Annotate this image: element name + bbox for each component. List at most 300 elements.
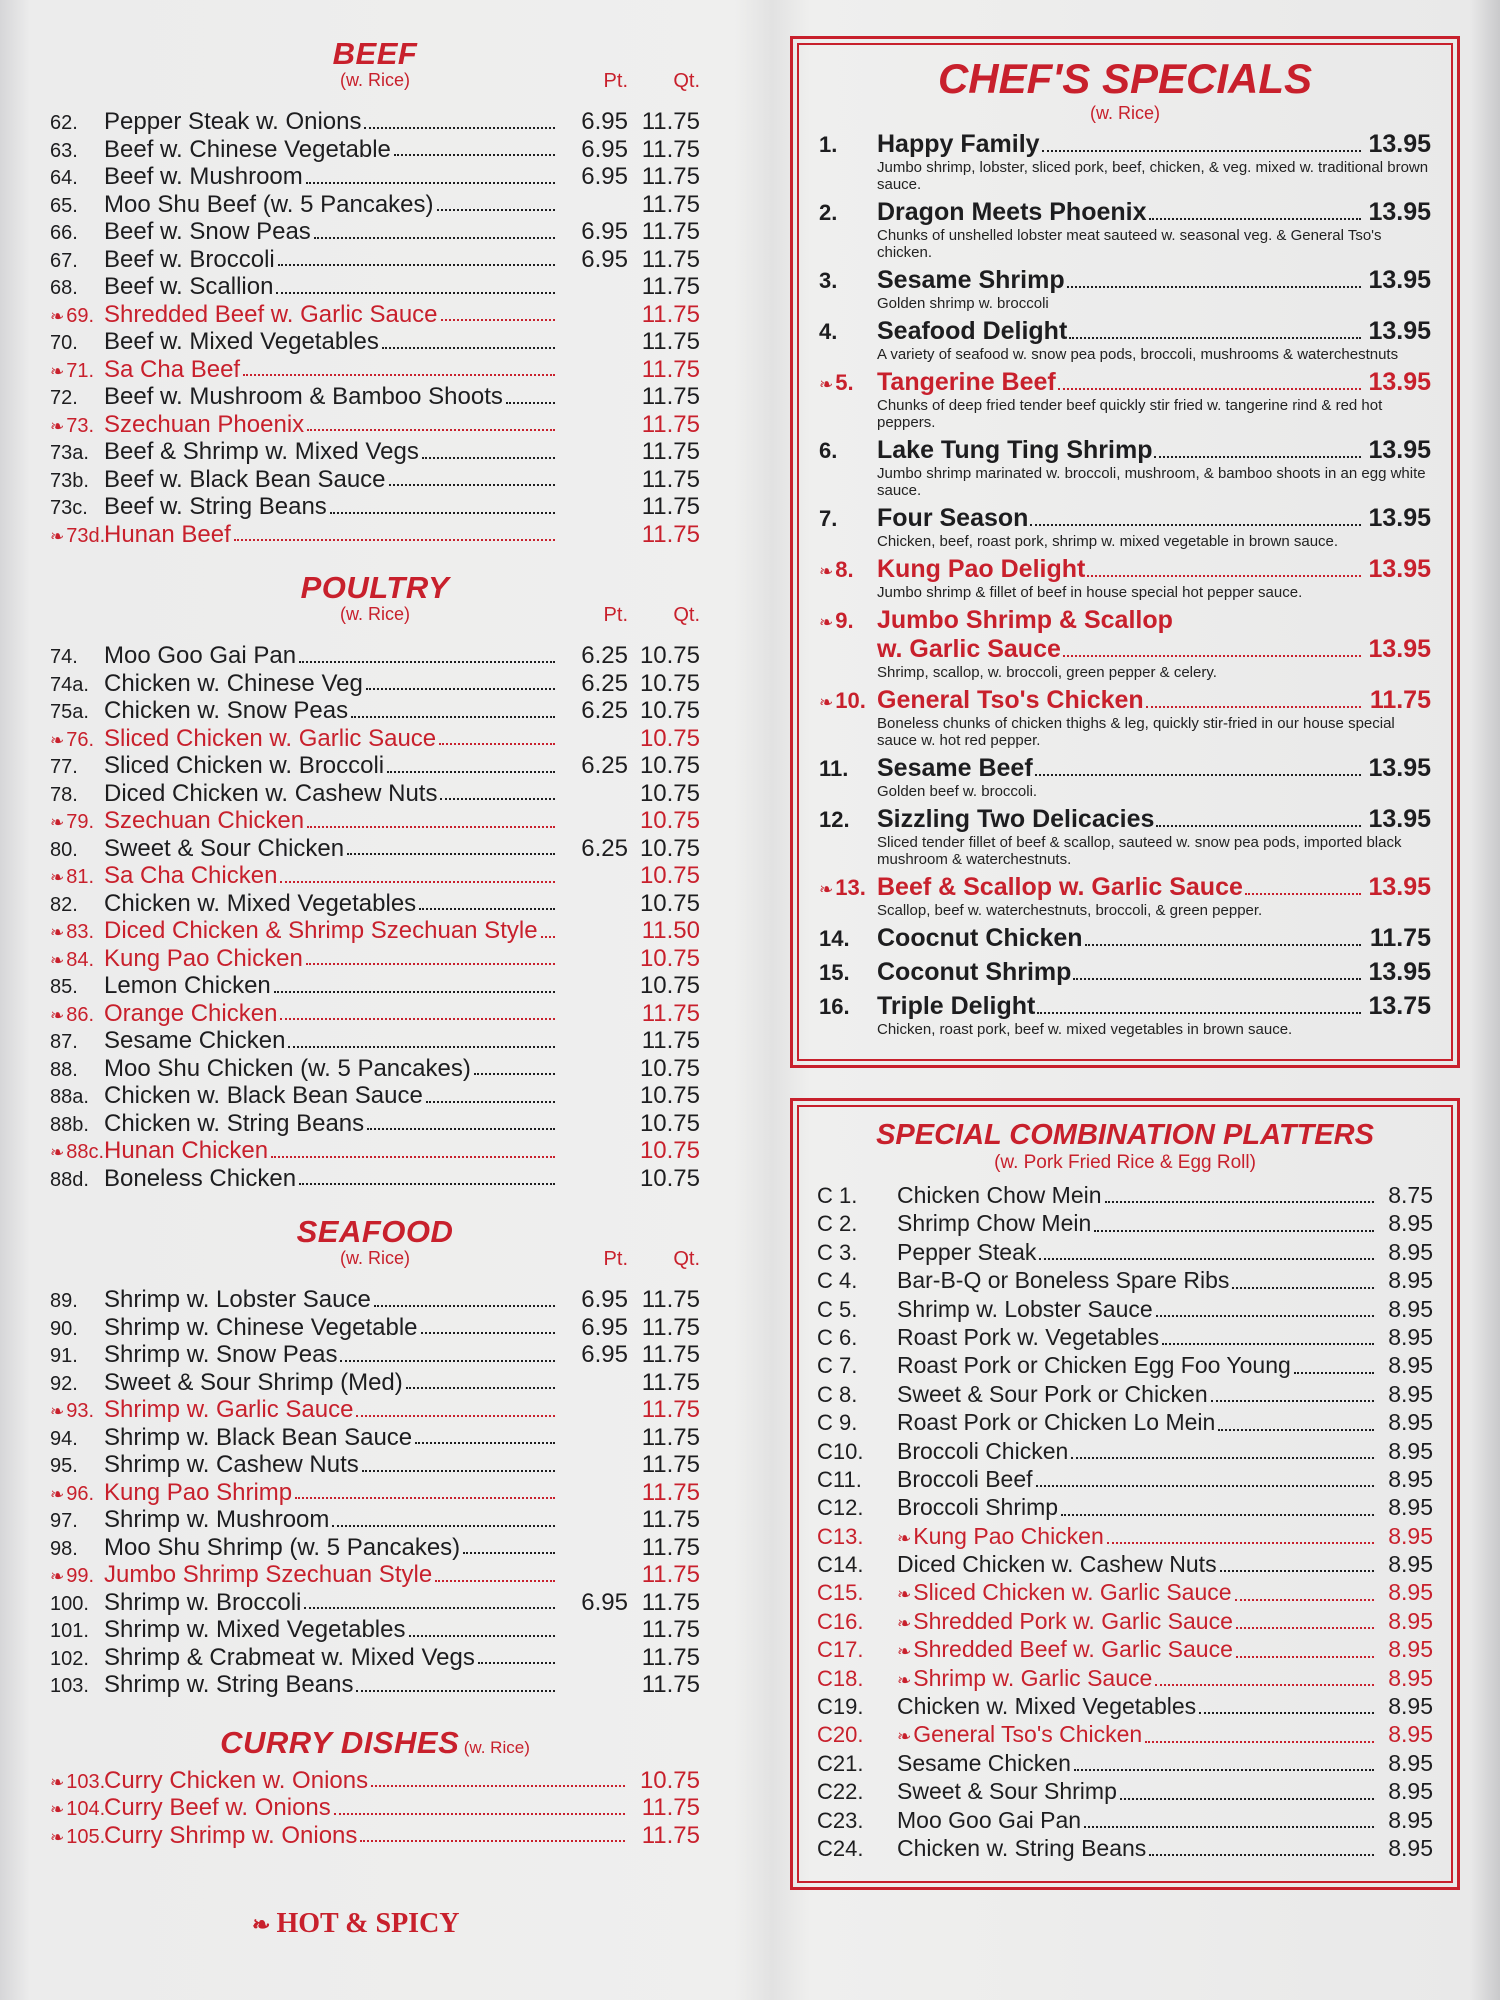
quart-price: 10.75 [639,1164,700,1192]
item-number: C19. [817,1694,864,1720]
item-price: 13.95 [1368,805,1431,833]
dot-leader [1035,774,1361,776]
menu-item [50,1794,700,1822]
dot-leader [415,1442,555,1444]
curry-section [50,1725,700,1850]
item-price: 8.95 [1388,1579,1433,1606]
dot-leader [1071,1457,1374,1459]
dot-leader [278,264,555,266]
item-name: Sesame Shrimp [877,266,1065,294]
menu-item [50,1165,700,1193]
quart-price: 11.75 [641,1561,700,1588]
dot-leader [1039,1258,1374,1260]
item-name: Sweet & Sour Pork or Chicken [897,1380,1208,1407]
item-number: C 1. [817,1183,858,1208]
item-description: Shrimp, scallop, w. broccoli, green pepper & celery. [877,664,1217,681]
item-number: 82. [50,893,78,916]
poultry-header [50,570,700,642]
chef-special-line-2 [877,635,1431,664]
item-name: Sliced Chicken w. Garlic Sauce [104,724,437,752]
item-number: C24. [817,1835,864,1861]
menu-item [50,136,700,164]
item-number: C11. [817,1466,862,1492]
menu-item [50,862,700,890]
quart-price: 10.75 [639,862,700,889]
menu-item [50,191,700,219]
item-name: Sweet & Sour Shrimp (Med) [104,1368,403,1396]
chef-special-item [819,958,1431,987]
dot-leader [1156,825,1361,827]
size-headers [556,604,700,627]
menu-item [50,917,700,945]
item-name: Pepper Steak w. Onions [104,108,362,135]
item-price: 13.95 [1368,635,1431,663]
item-price: 13.95 [1368,368,1431,396]
chef-special-item [819,606,1431,681]
menu-item [50,356,700,384]
pint-price: 6.95 [581,1341,628,1368]
dot-leader [362,1470,555,1472]
dot-leader [234,539,555,541]
item-number: C 6. [817,1324,858,1350]
spacer [50,1192,700,1214]
quart-price: 11.75 [641,1478,700,1506]
item-name: Chicken w. Mixed Vegetables [897,1693,1197,1720]
item-name: Bar-B-Q or Boneless Spare Ribs [897,1267,1230,1294]
dot-leader [1211,1400,1374,1402]
dot-leader [1073,978,1361,980]
item-number: ❧ 88c. [50,1141,104,1164]
item-name: Beef w. String Beans [104,493,327,520]
dot-leader [421,1332,555,1334]
item-description: A variety of seafood w. snow pea pods, broccoli, mushrooms & waterchestnuts [877,346,1399,363]
item-number: ❧ 71. [50,360,104,383]
quart-price: 11.75 [641,135,700,163]
curry-list [50,1767,700,1850]
quart-header: Qt. [673,604,700,626]
item-number: 88d. [50,1168,89,1191]
menu-item [50,1314,700,1342]
menu-item [50,1671,700,1699]
chefs-specials-inner [797,43,1453,1061]
pint-price: 6.95 [581,135,628,163]
combo-item [817,1778,1433,1806]
section-subtitle: (w. Rice) [339,1248,410,1268]
item-number: ❧ 10. [819,688,877,714]
poultry-list [50,642,700,1192]
item-number: 14. [819,926,850,951]
combo-item [817,1267,1433,1295]
quart-header: Qt. [673,70,700,92]
chef-special-line [819,504,1431,533]
dot-leader [276,292,555,294]
chef-special-item [819,686,1431,749]
item-name: Jumbo Shrimp Szechuan Style [104,1561,433,1588]
chef-special-line [819,368,1431,397]
menu-item [50,697,700,725]
chef-special-item [819,436,1431,499]
item-name: Chicken w. String Beans [104,1109,365,1137]
dot-leader [1063,655,1361,657]
item-number: 73a. [50,442,89,464]
hot-pepper-icon: ❧ [252,1912,271,1937]
item-price: 13.95 [1368,266,1431,294]
legend-label: HOT & SPICY [276,1908,460,1939]
item-name: Triple Delight [877,992,1036,1020]
item-number: 75a. [50,701,89,723]
item-name: Kung Pao Delight [877,555,1086,583]
item-name: Beef w. Black Bean Sauce [104,465,386,493]
menu-item [50,108,700,136]
quart-price: 11.75 [641,300,700,328]
chef-special-item [819,504,1431,550]
chef-special-line [819,754,1431,783]
item-name: Chicken w. String Beans [897,1834,1147,1861]
item-description: Sliced tender fillet of beef & scallop, sauteed w. snow pea pods, imported black mushroom & waterchestnuts. [877,834,1402,868]
chef-special-item [819,873,1431,919]
item-number: C16. [817,1608,864,1634]
item-price: 8.95 [1388,1437,1433,1464]
item-name: Sesame Chicken [897,1749,1071,1776]
dot-leader [1074,1769,1374,1771]
item-number: ❧ 99. [50,1565,104,1588]
menu-item [50,1589,700,1617]
chef-special-line [819,266,1431,295]
item-name: Moo Shu Shrimp (w. 5 Pancakes) [104,1533,461,1561]
combination-platters-inner [797,1105,1453,1883]
menu-item [50,438,700,466]
dot-leader [271,1156,555,1158]
item-number: ❧ 81. [50,866,104,889]
quart-price: 10.75 [639,1082,700,1109]
quart-price: 10.75 [639,1137,700,1164]
item-number: 62. [50,112,78,134]
item-number: ❧ 103. [50,1771,104,1794]
menu-item [50,1082,700,1110]
quart-price: 11.75 [641,218,700,245]
section-title: SPECIAL COMBINATION PLATTERS [876,1119,1374,1151]
item-name: Chicken w. Chinese Veg [104,669,363,697]
dot-leader [1149,1854,1374,1856]
menu-item [50,218,700,246]
quart-price: 11.75 [641,328,700,355]
menu-item [50,521,700,549]
dot-leader [347,853,555,855]
chef-special-item [819,992,1431,1038]
item-number: 88b. [50,1113,89,1136]
item-name: Diced Chicken w. Cashew Nuts [897,1551,1217,1578]
menu-item [50,670,700,698]
item-number: ❧ 86. [50,1004,104,1027]
dot-leader [478,1662,555,1664]
dot-leader [474,1073,555,1075]
item-number: 98. [50,1537,78,1560]
menu-item [50,1822,700,1850]
chef-special-line [819,555,1431,584]
combo-item [817,1409,1433,1437]
quart-price: 11.75 [641,273,700,300]
dot-leader [1107,1542,1374,1544]
dot-leader [419,908,555,910]
pint-price: 6.95 [581,163,628,190]
item-name: Shrimp w. Cashew Nuts [104,1451,359,1478]
chef-special-line [819,686,1431,715]
pint-price: 6.95 [581,108,628,135]
menu-item [50,1027,700,1055]
item-number: 73c. [50,497,88,519]
item-name: Pepper Steak [897,1238,1037,1265]
quart-header: Qt. [673,1248,700,1270]
quart-price: 11.75 [641,190,700,218]
curry-header [50,1725,700,1761]
item-price: 11.75 [1369,924,1431,952]
item-number: 100. [50,1592,89,1615]
item-name: Hunan Beef [104,520,231,548]
item-name: Shrimp Chow Mein [897,1210,1092,1237]
item-name: ❧ Shredded Pork w. Garlic Sauce [897,1608,1233,1635]
pint-header: Pt. [603,70,628,92]
chef-special-line [819,924,1431,953]
seafood-header [50,1214,700,1286]
menu-item [50,1644,700,1672]
chef-special-line [819,436,1431,465]
pint-price: 6.95 [581,1313,628,1341]
item-name: Shrimp w. Mixed Vegetables [104,1616,406,1643]
item-number: 73b. [50,469,89,492]
quart-price: 10.75 [639,1109,700,1137]
quart-price: 11.75 [641,520,700,548]
combo-item [817,1523,1433,1551]
combo-item [817,1721,1433,1749]
item-price: 8.95 [1388,1693,1433,1720]
item-name: Beef w. Mushroom & Bamboo Shoots [104,383,503,410]
menu-item [50,163,700,191]
menu-item [50,1369,700,1397]
item-price: 13.95 [1368,198,1431,226]
chef-special-item [819,198,1431,261]
item-name: Diced Chicken w. Cashew Nuts [104,779,438,807]
dot-leader [364,127,555,129]
menu-item [50,1424,700,1452]
quart-price: 11.75 [641,245,700,273]
item-name: ❧ Shredded Beef w. Garlic Sauce [897,1636,1233,1663]
section-title: CHEF'S SPECIALS [937,55,1313,102]
dot-leader [1037,1012,1361,1014]
dot-leader [1145,1741,1374,1743]
chef-special-item [819,924,1431,953]
dot-leader [382,347,555,349]
item-number: 89. [50,1290,78,1312]
quart-price: 11.75 [641,1423,700,1451]
dot-leader [1232,1287,1374,1289]
item-price: 8.75 [1388,1182,1433,1208]
dot-leader [314,237,555,239]
dot-leader [304,1607,555,1609]
item-name: Chicken w. Mixed Vegetables [104,889,417,917]
quart-price: 11.75 [641,1368,700,1396]
item-description: Golden beef w. broccoli. [877,783,1038,800]
item-number: C23. [817,1807,864,1833]
item-name: Broccoli Chicken [897,1437,1069,1464]
item-name: Hunan Chicken [104,1137,269,1164]
quart-price: 11.75 [641,438,700,465]
pint-price: 6.25 [581,669,628,697]
item-name: Sizzling Two Delicacies [877,805,1155,833]
dot-leader [1294,1372,1374,1374]
item-description: Jumbo shrimp & fillet of beef in house special hot pepper sauce. [877,584,1303,601]
left-column [50,36,700,1849]
combo-item [817,1636,1433,1664]
menu-item [50,246,700,274]
item-price: 8.95 [1388,1210,1433,1237]
quart-price: 11.75 [641,1643,700,1671]
item-name: Moo Goo Gai Pan [104,642,297,669]
dot-leader [1199,1712,1374,1714]
item-number: ❧ 79. [50,811,104,834]
item-name: Szechuan Chicken [104,807,305,834]
section-subtitle: (w. Pork Fried Rice & Egg Roll) [994,1152,1256,1173]
dot-leader [374,1305,555,1307]
item-name: Dragon Meets Phoenix [877,198,1147,226]
dot-leader [280,1018,555,1020]
item-name: Shrimp w. Black Bean Sauce [104,1423,413,1451]
dot-leader [1155,1684,1374,1686]
item-name: ❧ General Tso's Chicken [897,1721,1142,1748]
item-price: 8.95 [1388,1267,1433,1294]
item-price: 13.95 [1368,754,1431,782]
menu-item [50,1055,700,1083]
chef-special-item [819,754,1431,800]
combination-platters-box [790,1098,1460,1890]
combo-item [817,1210,1433,1238]
chef-special-line [819,992,1431,1021]
quart-price: 11.50 [641,917,700,944]
item-number: 85. [50,976,78,998]
item-number: 68. [50,277,78,299]
item-name: Beef w. Broccoli [104,245,275,273]
dot-leader [334,1813,625,1815]
combo-item [817,1551,1433,1579]
chef-special-item [819,555,1431,601]
item-number: C15. [817,1580,864,1606]
dot-leader [1042,150,1361,152]
menu-item [50,1137,700,1165]
item-name: Lake Tung Ting Shrimp [877,436,1153,464]
item-number: 6. [819,438,838,463]
chef-special-line [819,606,1431,635]
item-name: Shrimp w. Snow Peas [104,1341,338,1368]
item-name: Shredded Beef w. Garlic Sauce [104,300,438,328]
quart-price: 11.75 [641,1671,700,1698]
quart-price: 10.75 [639,669,700,697]
chef-special-item [819,266,1431,312]
menu-item [50,1767,700,1795]
combo-item [817,1324,1433,1352]
item-price: 8.95 [1388,1778,1433,1805]
menu-item [50,890,700,918]
combination-platters-list [817,1182,1433,1863]
item-name: ❧ Sliced Chicken w. Garlic Sauce [897,1579,1232,1606]
section-title: CURRY DISHES [220,1724,460,1760]
menu-item [50,328,700,356]
dot-leader [387,771,555,773]
pint-price: 6.95 [581,245,628,273]
chef-special-item [819,130,1431,193]
combo-item [817,1750,1433,1778]
quart-price: 11.75 [641,1313,700,1341]
item-number: ❧ 96. [50,1483,104,1506]
combo-item [817,1239,1433,1267]
item-name: ❧ Shrimp w. Garlic Sauce [897,1665,1152,1692]
dot-leader [437,209,555,211]
item-name: Kung Pao Chicken [104,944,303,972]
dot-leader [360,1840,625,1842]
size-headers [556,70,700,93]
dot-leader [1235,1599,1374,1601]
item-price: 8.95 [1388,1721,1433,1748]
item-name: Shrimp w. Broccoli [104,1588,302,1616]
item-number: 3. [819,268,838,293]
item-number: C12. [817,1495,864,1521]
dot-leader [1067,286,1361,288]
item-price: 8.95 [1388,1607,1433,1634]
item-description: Jumbo shrimp, lobster, sliced pork, beef, chicken, & veg. mixed w. traditional brown sauce. [877,159,1429,193]
item-name: Shrimp w. Lobster Sauce [104,1286,371,1313]
menu-item [50,383,700,411]
item-number: ❧ 104. [50,1798,104,1821]
combo-item [817,1466,1433,1494]
section-subtitle: (w. Rice) [1089,103,1160,123]
item-price: 13.95 [1368,504,1431,532]
quart-price: 11.75 [641,163,700,190]
chef-special-line [819,805,1431,834]
dot-leader [1105,1201,1374,1203]
item-number: 15. [819,960,850,985]
dot-leader [307,826,555,828]
item-name: Sa Cha Chicken [104,862,278,889]
item-number: 11. [819,756,849,781]
menu-item [50,1534,700,1562]
item-number: ❧ 73d. [50,525,104,548]
dot-leader [367,1128,555,1130]
dot-leader [1061,1514,1374,1516]
item-number: ❧ 73. [50,415,104,438]
item-price: 8.95 [1388,1551,1433,1578]
item-description: Golden shrimp w. broccoli [877,295,1049,312]
dot-leader [1120,1798,1374,1800]
menu-item [50,725,700,753]
dot-leader [406,1387,555,1389]
quart-price: 11.75 [641,383,700,410]
menu-item [50,1506,700,1534]
chef-special-line [819,958,1431,987]
menu-item [50,972,700,1000]
item-name: Beef w. Scallion [104,273,274,300]
dot-leader [422,457,555,459]
dot-leader [295,1497,555,1499]
item-price: 8.95 [1388,1409,1433,1436]
item-price: 13.75 [1368,992,1431,1020]
item-number: ❧ 8. [819,557,877,583]
item-name: Curry Shrimp w. Onions [104,1821,358,1849]
dot-leader [506,402,555,404]
item-number: 12. [819,807,850,832]
pint-price: 6.95 [581,218,628,245]
quart-price: 10.75 [639,807,700,834]
pint-price: 6.95 [581,1588,628,1616]
item-price: 13.95 [1368,130,1431,158]
item-number: 90. [50,1317,78,1340]
